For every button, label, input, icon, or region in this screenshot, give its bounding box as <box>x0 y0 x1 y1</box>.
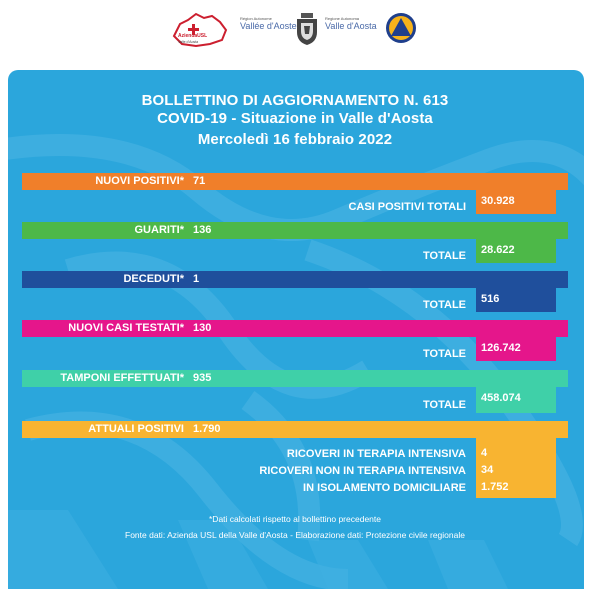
swabs-total-label: TOTALE <box>423 399 466 411</box>
icu-label: RICOVERI IN TERAPIA INTENSIVA <box>286 448 466 460</box>
home-isolation-label: IN ISOLAMENTO DOMICILIARE <box>303 482 466 494</box>
non-icu-value: 34 <box>481 464 494 476</box>
bulletin-subtitle: COVID-19 - Situazione in Valle d'Aosta <box>157 110 433 127</box>
total-positive-label: CASI POSITIVI TOTALI <box>348 201 466 213</box>
crest-icon <box>294 12 320 46</box>
new-positive-label: NUOVI POSITIVI* <box>95 175 184 187</box>
active-positive-value: 1.790 <box>193 423 221 435</box>
swabs-label: TAMPONI EFFETTUATI* <box>60 372 184 384</box>
usl-logo <box>170 10 234 50</box>
deceased-label: DECEDUTI* <box>123 273 184 285</box>
tested-total-label: TOTALE <box>423 348 466 360</box>
tested-total-value: 126.742 <box>481 342 521 354</box>
tested-value: 130 <box>193 322 212 334</box>
icu-value: 4 <box>481 447 488 459</box>
region-logo-it: Regione Autonoma Valle d'Aosta <box>325 16 377 31</box>
bulletin-date: Mercoledì 16 febbraio 2022 <box>197 131 393 148</box>
recovered-value: 136 <box>193 224 212 236</box>
logo-strip <box>0 0 590 66</box>
usl-sub: Valle d'Aosta <box>178 40 199 44</box>
non-icu-label: RICOVERI NON IN TERAPIA INTENSIVA <box>259 465 466 477</box>
total-positive-value: 30.928 <box>481 195 515 207</box>
footnote: *Dati calcolati rispetto al bollettino precedente <box>209 514 381 524</box>
recovered-label: GUARITI* <box>134 224 184 236</box>
home-isolation-value: 1.752 <box>481 481 509 493</box>
region-logo-fr: Région Autonome Vallée d'Aoste <box>240 16 297 31</box>
active-positive-label: ATTUALI POSITIVI <box>88 423 184 435</box>
usl-brand: AziendaUSL <box>178 33 208 39</box>
recovered-total-value: 28.622 <box>481 244 515 256</box>
deceased-total-value: 516 <box>481 293 500 305</box>
civil-protection-icon <box>385 12 417 44</box>
deceased-total-label: TOTALE <box>423 299 466 311</box>
swabs-value: 935 <box>193 372 212 384</box>
bulletin-title: BOLLETTINO DI AGGIORNAMENTO N. 613 <box>141 92 449 109</box>
recovered-total-label: TOTALE <box>423 250 466 262</box>
data-source: Fonte dati: Azienda USL della Valle d'Aosta - Elaborazione dati: Protezione civile regionale <box>125 530 465 540</box>
deceased-value: 1 <box>193 273 200 285</box>
tested-label: NUOVI CASI TESTATI* <box>68 322 184 334</box>
swabs-total-value: 458.074 <box>481 392 521 404</box>
new-positive-value: 71 <box>193 175 206 187</box>
